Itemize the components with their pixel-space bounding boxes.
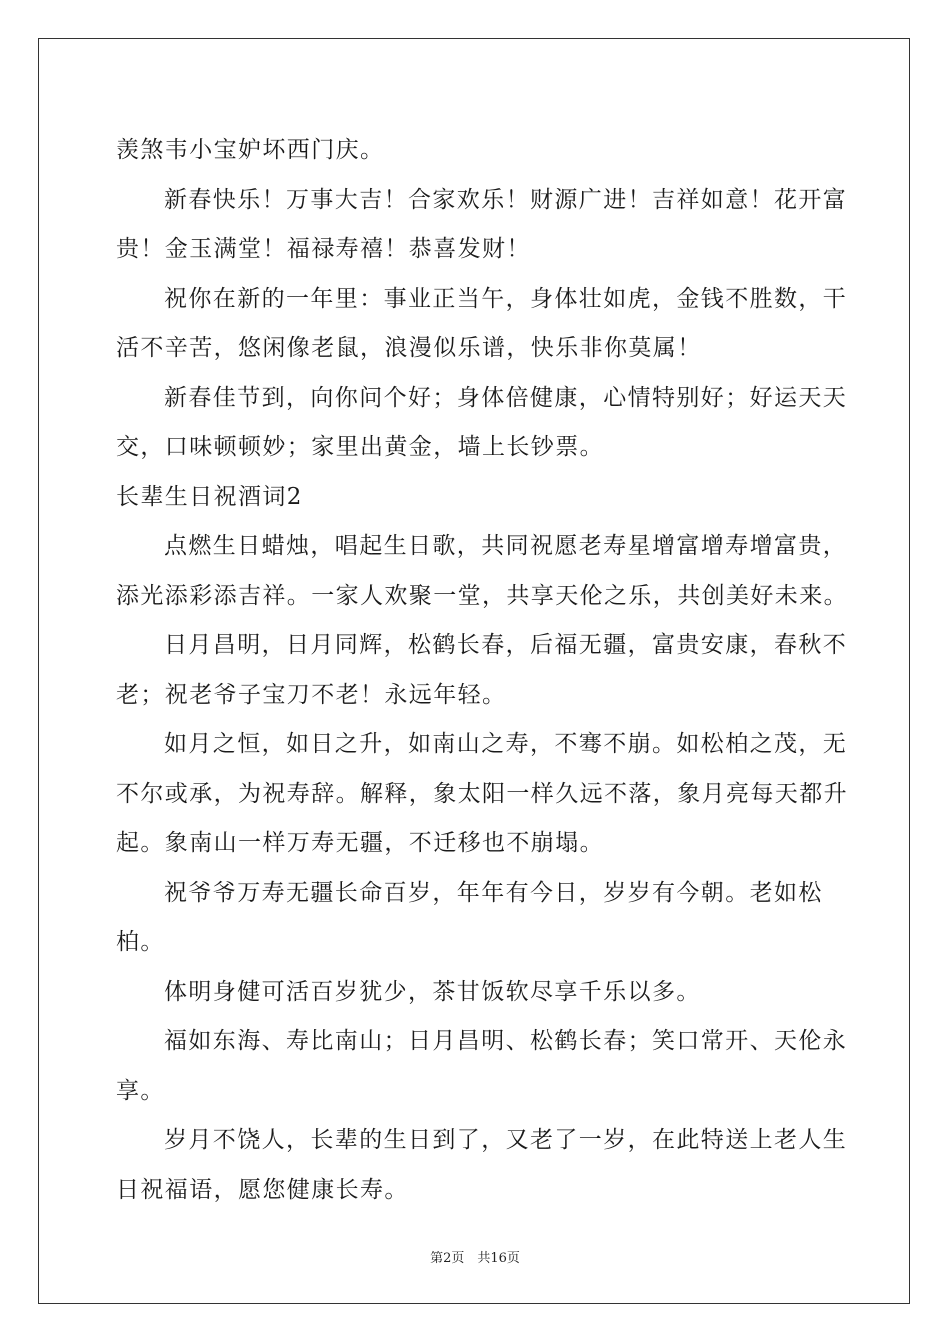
section-paragraph-5: 体明身健可活百岁犹少，茶甘饭软尽享千乐以多。 <box>164 978 701 1005</box>
paragraph-2: 新春快乐！万事大吉！合家欢乐！财源广进！吉祥如意！花开富贵！金玉满堂！福禄寿禧！恭喜发财！ <box>116 186 848 262</box>
section-paragraph-1: 点燃生日蜡烛，唱起生日歌，共同祝愿老寿星增富增寿增富贵，添光添彩添吉祥。一家人欢聚一堂，共享天伦之乐，共创美好未来。 <box>116 533 848 609</box>
section-title: 长辈生日祝酒词2 <box>116 483 303 510</box>
paragraph-1: 羡煞韦小宝妒坏西门庆。 <box>116 137 385 163</box>
section-paragraph-2: 日月昌明，日月同辉，松鹤长春，后福无疆，富贵安康，春秋不老；祝老爷子宝刀不老！永远年轻。 <box>116 632 848 708</box>
page-number-footer: 第2页 共16页 <box>430 1251 520 1266</box>
paragraph-4: 新春佳节到，向你问个好；身体倍健康，心情特别好；好运天天交，口味顿顿妙；家里出黄金，墙上长钞票。 <box>116 384 848 460</box>
section-paragraph-4: 祝爷爷万寿无疆长命百岁，年年有今日，岁岁有今朝。老如松柏。 <box>116 879 823 955</box>
section-paragraph-7: 岁月不饶人，长辈的生日到了，又老了一岁，在此特送上老人生日祝福语，愿您健康长寿。 <box>116 1127 848 1203</box>
document-body <box>116 126 856 1215</box>
section-paragraph-3: 如月之恒，如日之升，如南山之寿，不骞不崩。如松柏之茂，无不尔或承，为祝寿辞。解释，象太阳一样久远不落，象月亮每天都升起。象南山一样万寿无疆，不迁移也不崩塌。 <box>116 731 848 856</box>
section-paragraph-6: 福如东海、寿比南山；日月昌明、松鹤长春；笑口常开、天伦永享。 <box>116 1028 848 1104</box>
paragraph-3: 祝你在新的一年里：事业正当午，身体壮如虎，金钱不胜数，干活不辛苦，悠闲像老鼠，浪漫似乐谱，快乐非你莫属！ <box>116 285 848 361</box>
